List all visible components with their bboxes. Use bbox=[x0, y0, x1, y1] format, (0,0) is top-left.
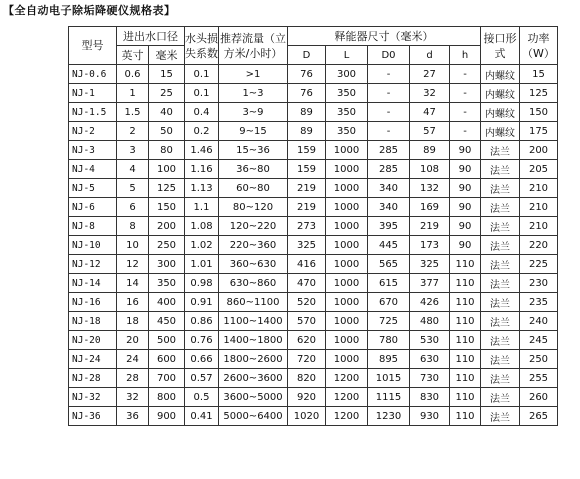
table-row bbox=[69, 160, 558, 179]
cell-inch: 18 bbox=[117, 312, 149, 331]
cell-D: 1020 bbox=[288, 407, 326, 426]
cell-model: NJ-5 bbox=[69, 179, 117, 198]
table-row bbox=[69, 84, 558, 103]
cell-port: 法兰 bbox=[481, 312, 520, 331]
cell-D0: 395 bbox=[368, 217, 410, 236]
cell-flow: 1~3 bbox=[219, 84, 288, 103]
cell-D: 920 bbox=[288, 388, 326, 407]
cell-flow: 860~1100 bbox=[219, 293, 288, 312]
table-row bbox=[69, 369, 558, 388]
cell-d: 89 bbox=[410, 141, 450, 160]
cell-D0: 780 bbox=[368, 331, 410, 350]
header-dims: 释能器尺寸（毫米） bbox=[288, 27, 481, 46]
cell-flow: 3~9 bbox=[219, 103, 288, 122]
cell-D0: 895 bbox=[368, 350, 410, 369]
table-row bbox=[69, 293, 558, 312]
cell-model: NJ-1 bbox=[69, 84, 117, 103]
cell-L: 350 bbox=[326, 84, 368, 103]
cell-model: NJ-18 bbox=[69, 312, 117, 331]
cell-L: 1200 bbox=[326, 388, 368, 407]
cell-port: 法兰 bbox=[481, 217, 520, 236]
cell-L: 350 bbox=[326, 103, 368, 122]
cell-headloss: 0.1 bbox=[185, 84, 219, 103]
cell-inch: 28 bbox=[117, 369, 149, 388]
cell-port: 内螺纹 bbox=[481, 103, 520, 122]
cell-headloss: 0.5 bbox=[185, 388, 219, 407]
cell-flow: 1800~2600 bbox=[219, 350, 288, 369]
cell-D: 820 bbox=[288, 369, 326, 388]
table-row bbox=[69, 141, 558, 160]
cell-h: - bbox=[450, 122, 481, 141]
cell-inch: 5 bbox=[117, 179, 149, 198]
cell-h: 90 bbox=[450, 179, 481, 198]
cell-h: 110 bbox=[450, 388, 481, 407]
table-row bbox=[69, 122, 558, 141]
cell-headloss: 1.1 bbox=[185, 198, 219, 217]
cell-mm: 800 bbox=[149, 388, 185, 407]
cell-headloss: 1.46 bbox=[185, 141, 219, 160]
cell-h: 90 bbox=[450, 141, 481, 160]
cell-d: 730 bbox=[410, 369, 450, 388]
cell-h: 110 bbox=[450, 312, 481, 331]
cell-mm: 15 bbox=[149, 65, 185, 84]
cell-d: 57 bbox=[410, 122, 450, 141]
cell-L: 1000 bbox=[326, 274, 368, 293]
cell-L: 1000 bbox=[326, 179, 368, 198]
cell-D: 620 bbox=[288, 331, 326, 350]
cell-inch: 4 bbox=[117, 160, 149, 179]
cell-headloss: 0.4 bbox=[185, 103, 219, 122]
cell-D0: 340 bbox=[368, 198, 410, 217]
cell-d: 27 bbox=[410, 65, 450, 84]
header-row-1 bbox=[69, 27, 558, 46]
cell-port: 法兰 bbox=[481, 255, 520, 274]
cell-port: 法兰 bbox=[481, 407, 520, 426]
cell-L: 1000 bbox=[326, 160, 368, 179]
page-title: 【全自动电子除垢降硬仪规格表】 bbox=[3, 4, 176, 17]
cell-L: 1200 bbox=[326, 407, 368, 426]
cell-model: NJ-20 bbox=[69, 331, 117, 350]
cell-power: 210 bbox=[520, 179, 558, 198]
cell-mm: 40 bbox=[149, 103, 185, 122]
header-d: d bbox=[410, 46, 450, 65]
cell-h: 110 bbox=[450, 331, 481, 350]
cell-model: NJ-3 bbox=[69, 141, 117, 160]
header-model: 型号 bbox=[69, 27, 117, 65]
cell-inch: 32 bbox=[117, 388, 149, 407]
cell-power: 210 bbox=[520, 198, 558, 217]
cell-model: NJ-6 bbox=[69, 198, 117, 217]
cell-flow: 1400~1800 bbox=[219, 331, 288, 350]
table-row bbox=[69, 255, 558, 274]
cell-power: 240 bbox=[520, 312, 558, 331]
cell-mm: 80 bbox=[149, 141, 185, 160]
cell-L: 300 bbox=[326, 65, 368, 84]
cell-D: 76 bbox=[288, 65, 326, 84]
header-flow: 推荐流量（立方米/小时） bbox=[219, 27, 288, 65]
cell-port: 法兰 bbox=[481, 141, 520, 160]
cell-inch: 14 bbox=[117, 274, 149, 293]
cell-L: 1200 bbox=[326, 369, 368, 388]
table-row bbox=[69, 331, 558, 350]
cell-D: 89 bbox=[288, 122, 326, 141]
cell-model: NJ-1.5 bbox=[69, 103, 117, 122]
cell-headloss: 0.2 bbox=[185, 122, 219, 141]
cell-inch: 1 bbox=[117, 84, 149, 103]
cell-D0: 565 bbox=[368, 255, 410, 274]
cell-L: 1000 bbox=[326, 255, 368, 274]
cell-mm: 150 bbox=[149, 198, 185, 217]
cell-model: NJ-10 bbox=[69, 236, 117, 255]
cell-flow: 5000~6400 bbox=[219, 407, 288, 426]
cell-flow: 630~860 bbox=[219, 274, 288, 293]
cell-D: 219 bbox=[288, 179, 326, 198]
cell-mm: 900 bbox=[149, 407, 185, 426]
cell-headloss: 0.1 bbox=[185, 65, 219, 84]
cell-h: 90 bbox=[450, 217, 481, 236]
cell-D0: 1115 bbox=[368, 388, 410, 407]
cell-D0: 670 bbox=[368, 293, 410, 312]
cell-d: 930 bbox=[410, 407, 450, 426]
cell-D0: - bbox=[368, 84, 410, 103]
cell-d: 426 bbox=[410, 293, 450, 312]
cell-power: 210 bbox=[520, 217, 558, 236]
cell-inch: 2 bbox=[117, 122, 149, 141]
cell-h: 110 bbox=[450, 293, 481, 312]
cell-d: 108 bbox=[410, 160, 450, 179]
cell-L: 1000 bbox=[326, 198, 368, 217]
cell-port: 法兰 bbox=[481, 179, 520, 198]
cell-model: NJ-0.6 bbox=[69, 65, 117, 84]
cell-inch: 20 bbox=[117, 331, 149, 350]
cell-model: NJ-4 bbox=[69, 160, 117, 179]
cell-power: 255 bbox=[520, 369, 558, 388]
cell-model: NJ-16 bbox=[69, 293, 117, 312]
cell-D: 570 bbox=[288, 312, 326, 331]
cell-d: 219 bbox=[410, 217, 450, 236]
cell-inch: 1.5 bbox=[117, 103, 149, 122]
table-row bbox=[69, 198, 558, 217]
cell-power: 225 bbox=[520, 255, 558, 274]
cell-headloss: 0.76 bbox=[185, 331, 219, 350]
cell-power: 250 bbox=[520, 350, 558, 369]
cell-flow: 1100~1400 bbox=[219, 312, 288, 331]
cell-D0: - bbox=[368, 103, 410, 122]
header-D0: D0 bbox=[368, 46, 410, 65]
table-row bbox=[69, 350, 558, 369]
cell-model: NJ-8 bbox=[69, 217, 117, 236]
cell-model: NJ-32 bbox=[69, 388, 117, 407]
cell-h: 110 bbox=[450, 350, 481, 369]
cell-port: 法兰 bbox=[481, 160, 520, 179]
cell-D0: 725 bbox=[368, 312, 410, 331]
cell-d: 480 bbox=[410, 312, 450, 331]
cell-port: 内螺纹 bbox=[481, 84, 520, 103]
header-mm: 毫米 bbox=[149, 46, 185, 65]
cell-d: 377 bbox=[410, 274, 450, 293]
cell-port: 法兰 bbox=[481, 350, 520, 369]
cell-mm: 500 bbox=[149, 331, 185, 350]
header-inlet: 进出水口径 bbox=[117, 27, 185, 46]
cell-L: 1000 bbox=[326, 350, 368, 369]
header-inch: 英寸 bbox=[117, 46, 149, 65]
cell-h: - bbox=[450, 65, 481, 84]
cell-D0: 285 bbox=[368, 160, 410, 179]
cell-L: 1000 bbox=[326, 236, 368, 255]
header-power: 功率（W） bbox=[520, 27, 558, 65]
cell-D0: 285 bbox=[368, 141, 410, 160]
cell-power: 260 bbox=[520, 388, 558, 407]
cell-d: 32 bbox=[410, 84, 450, 103]
cell-port: 法兰 bbox=[481, 236, 520, 255]
cell-inch: 8 bbox=[117, 217, 149, 236]
cell-D0: - bbox=[368, 65, 410, 84]
cell-h: 90 bbox=[450, 160, 481, 179]
table-row bbox=[69, 179, 558, 198]
cell-L: 1000 bbox=[326, 217, 368, 236]
cell-flow: 9~15 bbox=[219, 122, 288, 141]
table-row bbox=[69, 65, 558, 84]
cell-d: 530 bbox=[410, 331, 450, 350]
header-L: L bbox=[326, 46, 368, 65]
cell-d: 173 bbox=[410, 236, 450, 255]
cell-D: 89 bbox=[288, 103, 326, 122]
cell-flow: 80~120 bbox=[219, 198, 288, 217]
cell-power: 200 bbox=[520, 141, 558, 160]
cell-model: NJ-2 bbox=[69, 122, 117, 141]
cell-port: 法兰 bbox=[481, 369, 520, 388]
cell-mm: 400 bbox=[149, 293, 185, 312]
cell-d: 630 bbox=[410, 350, 450, 369]
cell-port: 法兰 bbox=[481, 388, 520, 407]
header-h: h bbox=[450, 46, 481, 65]
cell-model: NJ-14 bbox=[69, 274, 117, 293]
cell-port: 内螺纹 bbox=[481, 122, 520, 141]
cell-inch: 0.6 bbox=[117, 65, 149, 84]
cell-headloss: 1.16 bbox=[185, 160, 219, 179]
cell-D0: 1015 bbox=[368, 369, 410, 388]
cell-flow: 2600~3600 bbox=[219, 369, 288, 388]
cell-flow: 3600~5000 bbox=[219, 388, 288, 407]
cell-mm: 450 bbox=[149, 312, 185, 331]
cell-port: 法兰 bbox=[481, 274, 520, 293]
cell-flow: 15~36 bbox=[219, 141, 288, 160]
table-body bbox=[69, 65, 558, 426]
cell-L: 1000 bbox=[326, 331, 368, 350]
table-row bbox=[69, 103, 558, 122]
cell-D: 76 bbox=[288, 84, 326, 103]
cell-mm: 50 bbox=[149, 122, 185, 141]
cell-D: 159 bbox=[288, 141, 326, 160]
cell-headloss: 0.57 bbox=[185, 369, 219, 388]
cell-power: 175 bbox=[520, 122, 558, 141]
table-row bbox=[69, 236, 558, 255]
cell-mm: 300 bbox=[149, 255, 185, 274]
cell-port: 法兰 bbox=[481, 198, 520, 217]
cell-D: 159 bbox=[288, 160, 326, 179]
header-headloss: 水头损失系数 bbox=[185, 27, 219, 65]
cell-power: 230 bbox=[520, 274, 558, 293]
table-row bbox=[69, 312, 558, 331]
cell-D: 520 bbox=[288, 293, 326, 312]
cell-flow: 220~360 bbox=[219, 236, 288, 255]
cell-mm: 100 bbox=[149, 160, 185, 179]
cell-L: 1000 bbox=[326, 312, 368, 331]
cell-D0: 1230 bbox=[368, 407, 410, 426]
cell-headloss: 1.01 bbox=[185, 255, 219, 274]
cell-model: NJ-24 bbox=[69, 350, 117, 369]
cell-d: 325 bbox=[410, 255, 450, 274]
cell-D: 325 bbox=[288, 236, 326, 255]
cell-mm: 25 bbox=[149, 84, 185, 103]
cell-mm: 350 bbox=[149, 274, 185, 293]
table-row bbox=[69, 407, 558, 426]
cell-d: 47 bbox=[410, 103, 450, 122]
cell-D0: - bbox=[368, 122, 410, 141]
cell-model: NJ-36 bbox=[69, 407, 117, 426]
cell-inch: 12 bbox=[117, 255, 149, 274]
cell-flow: 360~630 bbox=[219, 255, 288, 274]
cell-inch: 10 bbox=[117, 236, 149, 255]
cell-headloss: 0.86 bbox=[185, 312, 219, 331]
spec-table bbox=[68, 26, 558, 426]
cell-mm: 200 bbox=[149, 217, 185, 236]
cell-port: 法兰 bbox=[481, 293, 520, 312]
cell-h: 110 bbox=[450, 255, 481, 274]
table-row bbox=[69, 274, 558, 293]
cell-mm: 700 bbox=[149, 369, 185, 388]
cell-port: 内螺纹 bbox=[481, 65, 520, 84]
cell-flow: >1 bbox=[219, 65, 288, 84]
cell-model: NJ-12 bbox=[69, 255, 117, 274]
cell-inch: 3 bbox=[117, 141, 149, 160]
cell-L: 1000 bbox=[326, 141, 368, 160]
cell-headloss: 0.91 bbox=[185, 293, 219, 312]
cell-inch: 36 bbox=[117, 407, 149, 426]
cell-mm: 600 bbox=[149, 350, 185, 369]
cell-inch: 24 bbox=[117, 350, 149, 369]
cell-L: 350 bbox=[326, 122, 368, 141]
cell-h: 110 bbox=[450, 274, 481, 293]
table-row bbox=[69, 217, 558, 236]
cell-d: 830 bbox=[410, 388, 450, 407]
cell-D: 219 bbox=[288, 198, 326, 217]
cell-headloss: 0.66 bbox=[185, 350, 219, 369]
cell-power: 205 bbox=[520, 160, 558, 179]
cell-h: 90 bbox=[450, 198, 481, 217]
cell-headloss: 1.02 bbox=[185, 236, 219, 255]
cell-inch: 6 bbox=[117, 198, 149, 217]
cell-headloss: 0.41 bbox=[185, 407, 219, 426]
cell-flow: 36~80 bbox=[219, 160, 288, 179]
cell-model: NJ-28 bbox=[69, 369, 117, 388]
cell-D0: 615 bbox=[368, 274, 410, 293]
cell-D: 416 bbox=[288, 255, 326, 274]
cell-power: 235 bbox=[520, 293, 558, 312]
cell-D0: 445 bbox=[368, 236, 410, 255]
cell-power: 150 bbox=[520, 103, 558, 122]
cell-port: 法兰 bbox=[481, 331, 520, 350]
header-port: 接口形式 bbox=[481, 27, 520, 65]
cell-D: 470 bbox=[288, 274, 326, 293]
cell-headloss: 0.98 bbox=[185, 274, 219, 293]
header-D: D bbox=[288, 46, 326, 65]
cell-power: 15 bbox=[520, 65, 558, 84]
table-row bbox=[69, 388, 558, 407]
cell-inch: 16 bbox=[117, 293, 149, 312]
cell-D0: 340 bbox=[368, 179, 410, 198]
cell-D: 720 bbox=[288, 350, 326, 369]
cell-h: 90 bbox=[450, 236, 481, 255]
cell-power: 220 bbox=[520, 236, 558, 255]
cell-h: - bbox=[450, 103, 481, 122]
cell-flow: 60~80 bbox=[219, 179, 288, 198]
cell-power: 125 bbox=[520, 84, 558, 103]
cell-L: 1000 bbox=[326, 293, 368, 312]
cell-power: 245 bbox=[520, 331, 558, 350]
cell-mm: 125 bbox=[149, 179, 185, 198]
cell-d: 169 bbox=[410, 198, 450, 217]
cell-mm: 250 bbox=[149, 236, 185, 255]
cell-h: - bbox=[450, 84, 481, 103]
cell-h: 110 bbox=[450, 369, 481, 388]
cell-headloss: 1.13 bbox=[185, 179, 219, 198]
cell-headloss: 1.08 bbox=[185, 217, 219, 236]
cell-h: 110 bbox=[450, 407, 481, 426]
cell-D: 273 bbox=[288, 217, 326, 236]
cell-power: 265 bbox=[520, 407, 558, 426]
cell-flow: 120~220 bbox=[219, 217, 288, 236]
cell-d: 132 bbox=[410, 179, 450, 198]
